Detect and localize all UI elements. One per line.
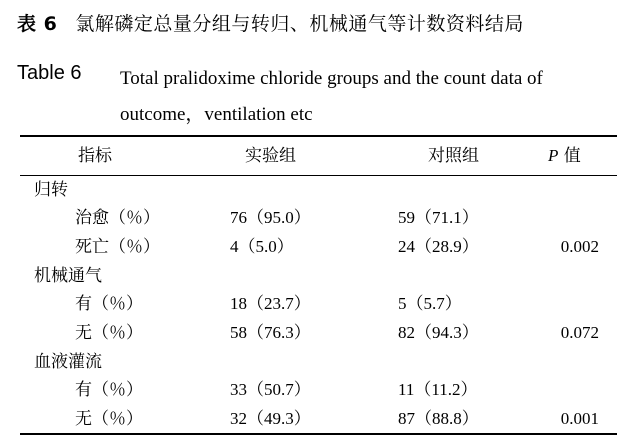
row-label: 死亡（％）: [75, 237, 160, 257]
row-label: 有（％）: [75, 380, 143, 400]
experimental-value: 33（50.7）: [230, 380, 311, 399]
header-p-suffix: 值: [558, 146, 581, 166]
control-value: 5（5.7）: [398, 294, 462, 313]
header-p-value: [548, 142, 581, 170]
control-value: 24（28.9）: [398, 237, 479, 256]
experimental-value: 4（5.0）: [230, 237, 294, 256]
experimental-value: 76（95.0）: [230, 208, 311, 227]
section-row-ventilation: [20, 262, 617, 290]
experimental-value: 58（76.3）: [230, 323, 311, 342]
table-row: [20, 319, 617, 347]
table-title-chinese: 氯解磷定总量分组与转归、机械通气等计数资料结局: [75, 13, 524, 35]
control-value: 59（71.1）: [398, 208, 479, 227]
p-value: 0.002: [560, 237, 599, 256]
table-row: [20, 405, 617, 433]
header-experimental-group: 实验组: [245, 146, 296, 166]
experimental-value: 18（23.7）: [230, 294, 311, 313]
header-control-group: 对照组: [428, 146, 479, 166]
row-label: 无（％）: [75, 409, 143, 429]
header-p-letter: P: [548, 146, 559, 165]
table-row: [20, 204, 617, 232]
p-value: 0.001: [560, 409, 599, 428]
table-row: [20, 376, 617, 404]
table-row: [20, 290, 617, 318]
row-label: 无（％）: [75, 323, 143, 343]
table-top-rule: [20, 135, 617, 137]
table-number-chinese: 表 6: [17, 13, 58, 35]
table-title-english: Total pralidoxime chloride groups and the count data of outcome，ventilation etc: [120, 68, 543, 125]
table-caption-chinese: [17, 9, 524, 36]
section-title: 血液灌流: [34, 352, 102, 372]
table-number-english: Table 6: [17, 62, 82, 84]
section-row-hemoperfusion: [20, 348, 617, 376]
table-bottom-rule: [20, 433, 617, 435]
row-label: 治愈（％）: [75, 208, 160, 228]
table-row: [20, 233, 617, 261]
row-label: 有（％）: [75, 294, 143, 314]
control-value: 11（11.2）: [398, 380, 478, 399]
section-row-outcome: [20, 176, 617, 204]
section-title: 机械通气: [34, 266, 102, 286]
control-value: 87（88.8）: [398, 409, 479, 428]
experimental-value: 32（49.3）: [230, 409, 311, 428]
header-indicator: 指标: [78, 146, 112, 166]
p-value: 0.072: [560, 323, 599, 342]
table-header-row: [20, 142, 617, 170]
control-value: 82（94.3）: [398, 323, 479, 342]
section-title: 归转: [34, 180, 68, 200]
